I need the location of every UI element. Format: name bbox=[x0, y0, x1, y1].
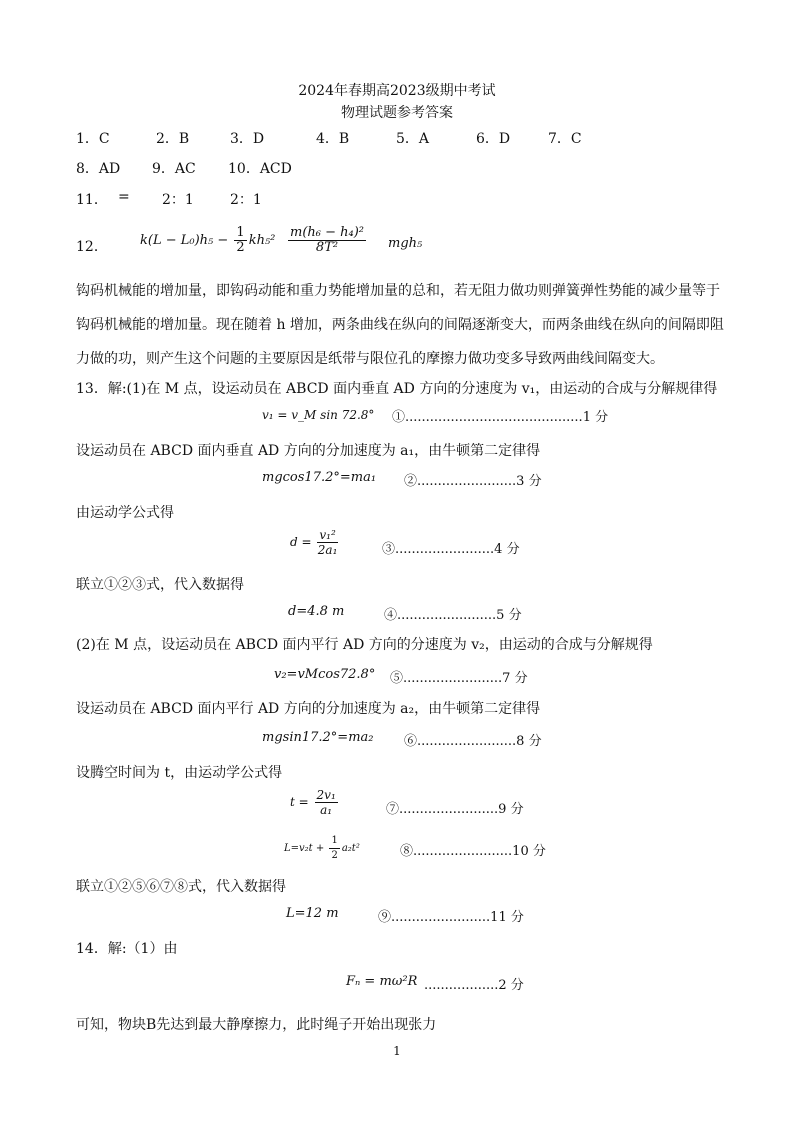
q13-eq5-mark: ⑤........................7 分 bbox=[390, 671, 528, 686]
page-subtitle: 物理试题参考答案 bbox=[341, 105, 453, 121]
answer-7: 7．C bbox=[548, 131, 582, 147]
q11-number: 11． bbox=[76, 192, 108, 208]
q13-eq8-mark: ⑧........................10 分 bbox=[400, 844, 546, 859]
q13-eq8-frac-num: 1 bbox=[329, 834, 339, 849]
q13-eq3-lhs: d = bbox=[290, 535, 312, 549]
q12-expr2-num: m(h₆ − h₄)² bbox=[290, 225, 365, 240]
answer-1: 1．C bbox=[76, 131, 110, 147]
q13-eq8-frac-den: 2 bbox=[331, 850, 338, 861]
q13-eq9-text: L=12 m bbox=[286, 906, 339, 921]
q13-eq7-lhs: t = bbox=[290, 795, 309, 809]
q13-eq3-fraction bbox=[317, 528, 337, 557]
q13-intro: 13．解:(1)在 M 点，设运动员在 ABCD 面内垂直 AD 方向的分速度为 v₁，由运动的合成与分解规律得 bbox=[76, 381, 718, 397]
q13-eq9-mark: ⑨........................11 分 bbox=[378, 910, 524, 925]
q12-expr1-fraction bbox=[234, 226, 246, 255]
q13-line7: 设腾空时间为 t，由运动学公式得 bbox=[76, 765, 283, 781]
q14-eq1: Fₙ = mω²R bbox=[346, 974, 418, 989]
q13-eq3 bbox=[290, 528, 340, 557]
q12-expr2-fraction bbox=[288, 226, 366, 255]
q12-expr1-tail: kh₅² bbox=[248, 233, 276, 248]
q13-eq8-lhs: L=v₂t + bbox=[284, 843, 325, 854]
q13-line4: 联立①②③式，代入数据得 bbox=[76, 577, 244, 593]
q13-eq7 bbox=[290, 788, 340, 817]
q14-intro: 14．解:（1）由 bbox=[76, 941, 178, 957]
q13-eq9 bbox=[286, 906, 339, 921]
q13-eq2: mgcos17.2°=ma₁ bbox=[262, 470, 377, 485]
answer-8: 8．AD bbox=[76, 161, 121, 177]
q13-line9: 联立①②⑤⑥⑦⑧式，代入数据得 bbox=[76, 879, 286, 895]
q13-line3: 由运动学公式得 bbox=[76, 505, 174, 521]
q13-eq6: mgsin17.2°=ma₂ bbox=[262, 730, 374, 745]
q13-eq2-mark: ②........................3 分 bbox=[404, 474, 542, 489]
q11-answer-b: 2：1 bbox=[162, 192, 194, 208]
q13-eq1: v₁ = v_M sin 72.8° bbox=[262, 408, 375, 422]
q12-number: 12． bbox=[76, 239, 108, 255]
answer-2: 2．B bbox=[156, 131, 190, 147]
q12-expr1-frac-num: 1 bbox=[236, 225, 245, 240]
q13-eq3-num: v₁² bbox=[319, 528, 336, 542]
q13-eq7-fraction bbox=[315, 788, 338, 817]
q13-eq1-mark: ①...........................................1 分 bbox=[392, 410, 609, 425]
q13-eq8-tail: a₂t² bbox=[341, 843, 360, 854]
q13-eq7-mark: ⑦........................9 分 bbox=[386, 802, 524, 817]
answer-4: 4．B bbox=[316, 131, 350, 147]
q14-line2: 可知，物块B先达到最大静摩擦力，此时绳子开始出现张力 bbox=[76, 1017, 437, 1033]
q11-answer-c: 2：1 bbox=[230, 192, 262, 208]
q14-eq1-mark: ..................2 分 bbox=[424, 978, 524, 993]
q13-eq4 bbox=[288, 604, 344, 619]
answer-10: 10．ACD bbox=[228, 161, 292, 177]
answer-3: 3．D bbox=[230, 131, 265, 147]
q12-expr2 bbox=[286, 226, 368, 255]
q13-eq4-text: d=4.8 m bbox=[288, 604, 345, 619]
q13-eq8-fraction bbox=[329, 834, 339, 863]
q12-expr1 bbox=[140, 226, 275, 255]
page-number: 1 bbox=[393, 1044, 401, 1058]
q13-line5: (2)在 M 点，设运动员在 ABCD 面内平行 AD 方向的分速度为 v₂，由运动的合成与分解规得 bbox=[76, 637, 653, 653]
q13-eq3-den: 2a₁ bbox=[317, 543, 338, 557]
q13-eq7-num: 2v₁ bbox=[316, 788, 336, 802]
q13-eq4-mark: ④........................5 分 bbox=[384, 608, 522, 623]
q13-eq3-mark: ③........................4 分 bbox=[382, 542, 520, 557]
q12-expr1-text: k(L − L₀)h₅ − bbox=[140, 233, 233, 248]
q12-expr2-den: 8T² bbox=[315, 240, 339, 255]
q13-line2: 设运动员在 ABCD 面内垂直 AD 方向的分加速度为 a₁，由牛顿第二定律得 bbox=[76, 443, 541, 459]
q13-eq8 bbox=[284, 834, 360, 863]
answer-9: 9．AC bbox=[152, 161, 196, 177]
answer-6: 6．D bbox=[476, 131, 511, 147]
q13-eq5: v₂=vMcos72.8° bbox=[274, 667, 376, 682]
page-title: 2024年春期高2023级期中考试 bbox=[298, 83, 496, 99]
q11-answer-a: = bbox=[118, 189, 130, 205]
q13-line6: 设运动员在 ABCD 面内平行 AD 方向的分加速度为 a₂，由牛顿第二定律得 bbox=[76, 701, 541, 717]
q12-expr3: mgh₅ bbox=[388, 236, 423, 251]
q13-eq6-mark: ⑥........................8 分 bbox=[404, 734, 542, 749]
q13-eq7-den: a₁ bbox=[320, 803, 333, 817]
q12-expr1-frac-den: 2 bbox=[236, 240, 245, 255]
q12-paragraph: 钩码机械能的增加量，即钩码动能和重力势能增加量的总和，若无阻力做功则弹簧弹性势能的减少量等于钩码机械能的增加量。现在随着 h 增加，两条曲线在纵向的间隔逐渐变大，而两条曲线在纵向的间隔即阻力做的功，则产生这个问题的主要原因是纸带与限位孔的摩擦力做功变多导致两曲线间隔变大。 bbox=[76, 283, 724, 367]
answer-5: 5．A bbox=[396, 131, 430, 147]
